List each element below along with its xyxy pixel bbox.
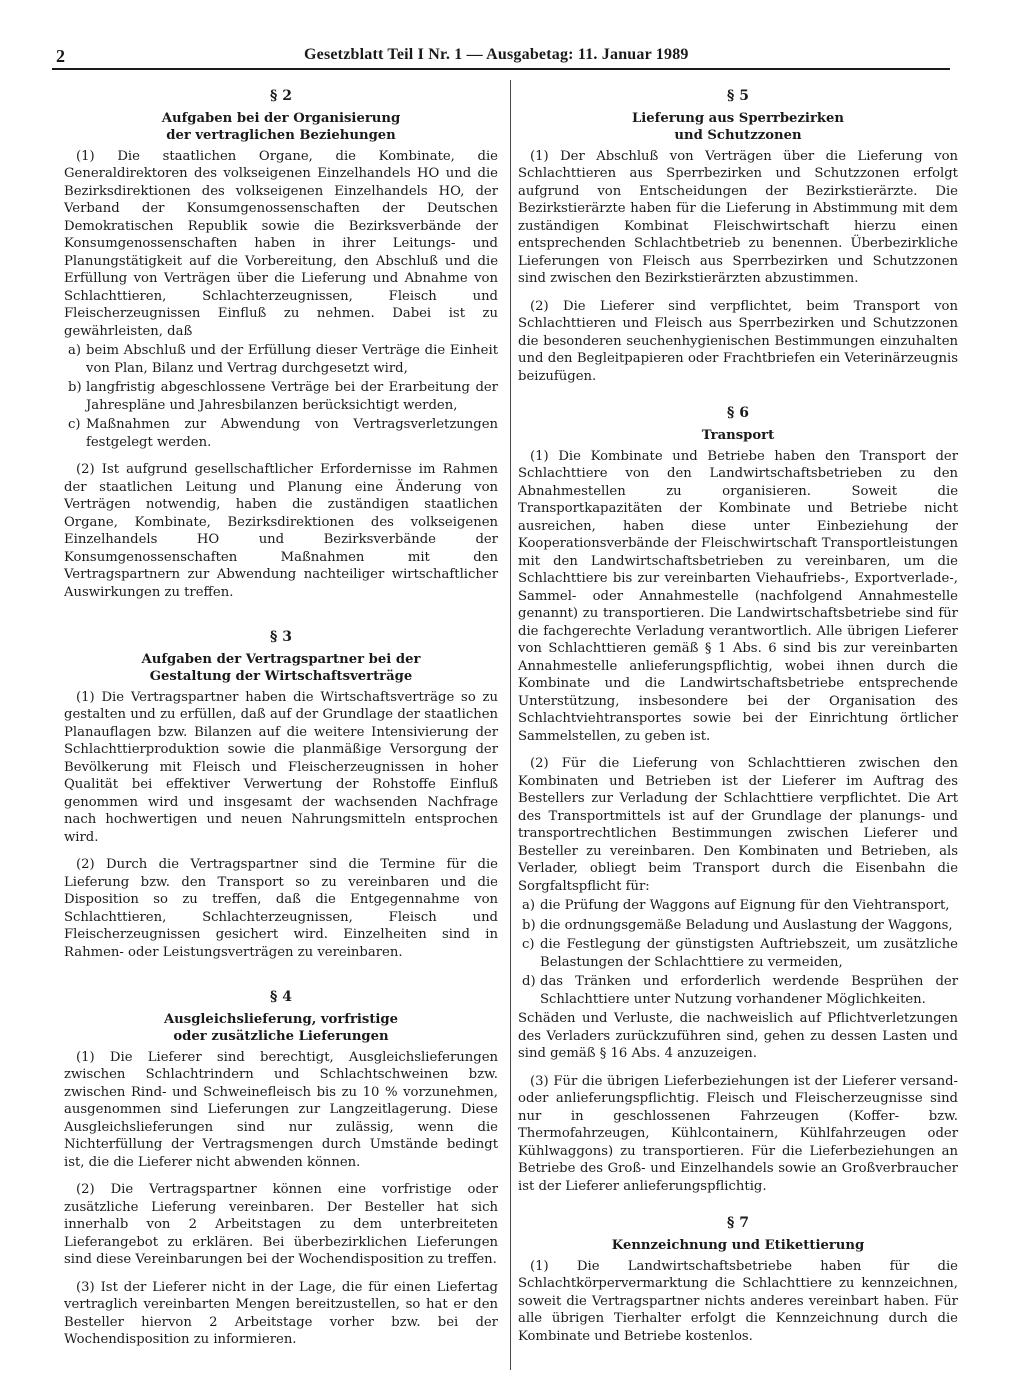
paragraph: (3) Für die übrigen Lieferbeziehungen ist der Lieferer versand- oder anlieferungspflichtig. Fleisch und Fleischerzeugnisse sind nur in geschlossenen Fahrzeugen (Koffer- bzw. Thermofahrzeugen, Kühlcontainern, Kühlfahrzeugen oder Kühlwaggons) zu transportieren. Für die Lieferbeziehungen an Betriebe des Groß- und Einzelhandels sowie an Großverbraucher ist der Lieferer anlieferungspflichtig.	[518, 1073, 958, 1194]
paragraph: (1) Die Lieferer sind berechtigt, Ausgleichslieferungen zwischen Schlachtrindern und Schlachtschweinen bzw. zwischen Rind- und Schweinefleisch bis zu 10 % vorzunehmen, ausgenommen sind Lieferungen zur Langzeitlagerung. Diese Ausgleichslieferungen sind nur zulässig, wenn die Nichterfüllung der Vertragsmengen durch Umstände bedingt ist, die die Lieferer nicht abwenden können.	[64, 1049, 498, 1170]
list-item	[64, 342, 498, 377]
section-number: § 5	[727, 88, 749, 104]
paragraph: (1) Die Vertragspartner haben die Wirtschaftsverträge so zu gestalten und zu erfüllen, daß auf der Grundlage der staatlichen Planauflagen bzw. Bilanzen auf die weitere Intensivierung der Schlachttierproduktion sowie die planmäßige Versorgung der Bevölkerung mit Fleisch und Fleischerzeugnissen in hoher Qualität bei effektiver Verwertung der Rohstoffe Einfluß genommen wird und insgesamt der wachsenden Nachfrage nach hochwertigen und neuen Nahrungsmitteln entsprochen wird.	[64, 689, 498, 845]
spacer	[518, 1205, 958, 1215]
paragraph: (1) Der Abschluß von Verträgen über die Lieferung von Schlachttieren aus Sperrbezirken und Schutzzonen erfolgt aufgrund von Entscheidungen der Bezirkstierärzte. Die Bezirkstierärzte haben für die Lieferung in Abstimmung mit dem zuständigen Kombinat Fleischwirtschaft hierzu einen entsprechenden Schlachtbetrieb zu benennen. Überbezirkliche Lieferungen von Fleisch aus Sperrbezirken und Schutzzonen sind zwischen den Bezirkstierärzten abzustimmen.	[518, 148, 958, 286]
list-marker: a)	[68, 343, 82, 358]
section-title-line: und Schutzzonen	[674, 127, 802, 143]
right-column	[518, 88, 958, 1355]
list-text: die ordnungsgemäße Beladung und Auslastung der Waggons,	[540, 917, 953, 933]
list-marker: c)	[522, 937, 535, 952]
section-number: § 3	[270, 629, 292, 645]
list-marker: a)	[522, 898, 536, 913]
page-number: 2	[56, 46, 65, 66]
section-3	[64, 629, 498, 961]
section-number: § 6	[727, 405, 749, 421]
list-text: langfristig abgeschlossene Verträge bei der Erarbeitung der Jahrespläne und Jahresbilanzen berücksichtigt werden,	[86, 380, 498, 413]
enumeration-list	[518, 897, 958, 1008]
list-marker: b)	[68, 380, 82, 395]
spacer	[64, 611, 498, 629]
paragraph: (2) Für die Lieferung von Schlachttieren zwischen den Kombinaten und Betrieben ist der Lieferer im Auftrag des Bestellers zur Verladung der Schlachttiere verpflichtet. Die Art des Transportmittels ist auf der Grundlage der planungs- und transportrechtlichen Bestimmungen zwischen Lieferer und Besteller zu vereinbaren. Den Kombinaten und Betrieben, als Verlader, obliegt beim Transport durch die Eisenbahn die Sorgfaltspflicht für:	[518, 756, 958, 894]
page-header	[52, 44, 950, 70]
paragraph: (2) Ist aufgrund gesellschaftlicher Erfordernisse im Rahmen der staatlichen Leitung und Planung eine Änderung von Verträgen notwendig, haben die zuständigen staatlichen Organe, Kombinate, Bezirksdirektionen des volkseigenen Einzelhandels HO und Bezirksverbände der Konsumgenossenschaften Maßnahmen mit den Vertragspartnern zur Abwendung nachteiliger wirtschaftlicher Auswirkungen zu treffen.	[64, 462, 498, 600]
section-number: § 4	[270, 989, 292, 1005]
section-title	[64, 1011, 498, 1045]
section-title	[64, 651, 498, 685]
enumeration-list	[64, 342, 498, 451]
paragraph: (1) Die Kombinate und Betriebe haben den Transport der Schlachttiere von den Landwirtschaftsbetrieben zu den Abnahmestellen zu organisieren. Soweit die Transportkapazitäten der Kombinate und Betriebe nicht ausreichen, haben diese unter Einbeziehung der Kooperationsverbände der Fleischwirtschaft Transportleistungen mit den Landwirtschaftsbetrieben zu vereinbaren, um die Schlachttiere bis zur vereinbarten Viehaufriebs-, Exportverlade-, Sammel- oder Annahmestelle (nachfolgend Annahmestelle genannt) zu transportieren. Die Landwirtschaftsbetriebe sind für die fachgerechte Verladung verantwortlich. Alle übrigen Lieferer von Schlachttieren gemäß § 1 Abs. 6 sind bis zur vereinbarten Annahmestelle anlieferungspflichtig, wobei ihnen durch die Kombinate und die Landwirtschaftsbetriebe entsprechende Unterstützung, insbesondere bei der Organisation des Schlachtviehtransportes sowie bei der Einrichtung örtlicher Sammelstellen, zu geben ist.	[518, 448, 958, 744]
list-item	[64, 379, 498, 414]
list-marker: d)	[522, 974, 536, 989]
paragraph: (3) Ist der Lieferer nicht in der Lage, die für einen Liefertag vertraglich vereinbarten Mengen bereitzustellen, so hat er den Besteller hiervon 2 Arbeitstage vorher bzw. bei der Wochendisposition zu informieren.	[64, 1279, 498, 1347]
list-marker: b)	[522, 917, 536, 933]
section-number: § 7	[727, 1215, 749, 1231]
list-marker: c)	[68, 417, 81, 432]
column-divider	[510, 80, 511, 1370]
section-5	[518, 88, 958, 385]
section-4	[64, 989, 498, 1349]
paragraph: Schäden und Verluste, die nachweislich auf Pflichtverletzungen des Verladers zurückzuführen sind, gehen zu dessen Lasten und sind gemäß § 16 Abs. 4 anzuzeigen.	[518, 1011, 958, 1061]
list-item	[64, 416, 498, 451]
list-text: Maßnahmen zur Abwendung von Vertragsverletzungen festgelegt werden.	[86, 417, 498, 450]
section-title-line: Aufgaben der Vertragspartner bei der	[141, 651, 421, 667]
section-title-line: Ausgleichslieferung, vorfristige	[163, 1011, 399, 1027]
section-title: Kennzeichnung und Etikettierung	[611, 1237, 865, 1253]
list-text: die Prüfung der Waggons auf Eignung für den Viehtransport,	[540, 898, 950, 913]
section-title	[64, 110, 498, 144]
section-title-line: Lieferung aus Sperrbezirken	[631, 110, 845, 126]
paragraph: (1) Die staatlichen Organe, die Kombinate, die Generaldirektoren des volkseigenen Einzelhandels HO und die Bezirksdirektionen des volkseigenen Einzelhandels HO, der Verband der Konsumgenossenschaften der Deutschen Demokratischen Republik sowie die Bezirksverbände der Konsumgenossenschaften haben in ihrer Leitungs- und Planungstätigkeit auf die Vorbereitung, den Abschluß und die Erfüllung von Verträgen über die Lieferung und Abnahme von Schlachttieren, Schlachterzeugnissen, Fleisch und Fleischerzeugnissen Einfluß zu nehmen. Dabei ist zu gewährleisten, daß	[64, 148, 498, 339]
list-item	[518, 973, 958, 1008]
list-item	[518, 936, 958, 971]
section-title-line: Gestaltung der Wirtschaftsverträge	[149, 668, 413, 684]
list-item	[518, 897, 958, 915]
spacer	[518, 395, 958, 405]
section-2	[64, 88, 498, 601]
left-column	[64, 88, 498, 1359]
section-title-line: oder zusätzliche Lieferungen	[173, 1028, 389, 1044]
section-title: Transport	[701, 427, 775, 443]
list-text: das Tränken und erforderlich werdende Besprühen der Schlachttiere unter Nutzung vorhandener Möglichkeiten.	[540, 974, 958, 1007]
paragraph: (2) Die Vertragspartner können eine vorfristige oder zusätzliche Lieferung vereinbaren. Der Besteller hat sich innerhalb von 2 Arbeitstagen zu dem unterbreiteten Lieferangebot zu erklären. Bei überbezirklichen Lieferungen sind diese Vereinbarungen bei der Wochendisposition zu treffen.	[64, 1182, 498, 1267]
section-number: § 2	[270, 88, 292, 104]
list-text: die Festlegung der günstigsten Auftriebszeit, um zusätzliche Belastungen der Schlachttiere zu vermeiden,	[540, 937, 958, 970]
gazette-title: Gesetzblatt Teil I Nr. 1 — Ausgabetag: 11. Januar 1989	[304, 46, 689, 63]
list-item	[518, 917, 958, 935]
spacer	[64, 971, 498, 989]
section-7	[518, 1215, 958, 1345]
paragraph: (2) Die Lieferer sind verpflichtet, beim Transport von Schlachttieren und Fleisch aus Sperrbezirken und Schutzzonen die besonderen seuchenhygienischen Bestimmungen einzuhalten und den Begleitpapieren oder Frachtbriefen ein Veterinärzeugnis beizufügen.	[518, 298, 958, 384]
section-title-line: der vertraglichen Beziehungen	[166, 127, 396, 143]
paragraph: (2) Durch die Vertragspartner sind die Termine für die Lieferung bzw. den Transport so zu vereinbaren und die Disposition so zu treffen, daß die Entgegennahme von Schlachttieren, Schlachterzeugnissen, Fleisch und Fleischerzeugnissen gesichert wird. Einzelheiten sind in Rahmen- oder Leistungsverträgen zu vereinbaren.	[64, 857, 498, 960]
section-title	[518, 110, 958, 144]
section-6	[518, 405, 958, 1195]
section-title-line: Aufgaben bei der Organisierung	[161, 110, 401, 126]
paragraph: (1) Die Landwirtschaftsbetriebe haben für die Schlachtkörpervermarktung die Schlachttiere zu kennzeichnen, soweit die Vertragspartner nichts anderes vereinbart haben. Für alle übrigen Tierhalter erfolgt die Kennzeichnung durch die Kombinate und Betriebe kostenlos.	[518, 1258, 958, 1344]
list-text: beim Abschluß und der Erfüllung dieser Verträge die Einheit von Plan, Bilanz und Vertrag durchgesetzt wird,	[86, 343, 498, 376]
